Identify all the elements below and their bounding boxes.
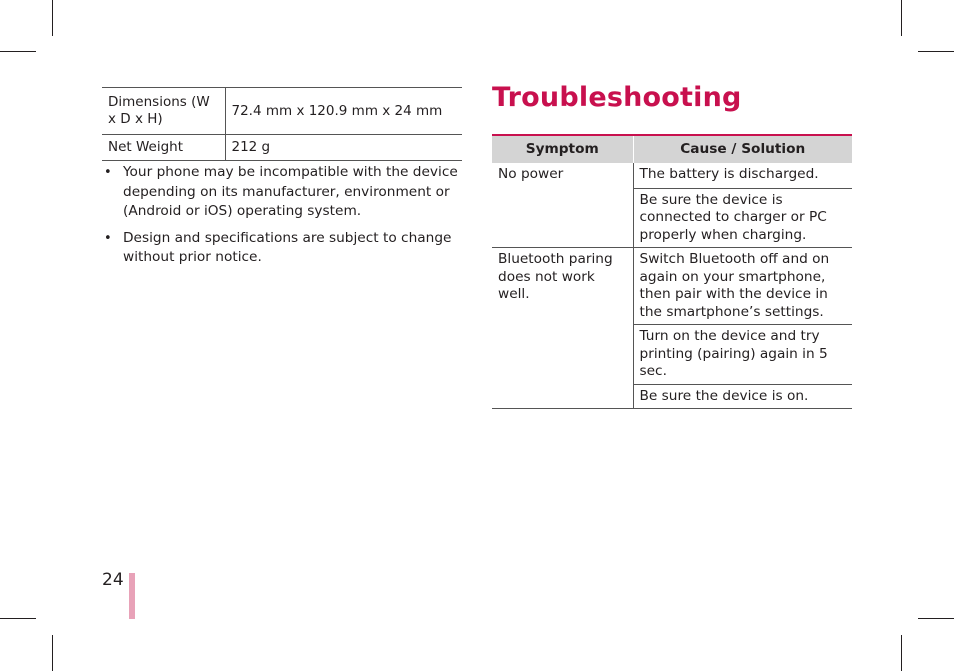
bullet-icon: • [104, 230, 112, 246]
bullet-icon: • [104, 165, 112, 180]
crop-mark [0, 51, 36, 52]
crop-mark [918, 618, 954, 619]
crop-mark [52, 635, 53, 671]
spec-row [102, 135, 462, 161]
solution-cell: Switch Bluetooth off and on again on your smartphone, then pair with the device in the smartphone’s settings. [633, 248, 852, 325]
crop-mark [901, 0, 902, 36]
solution-cell: Be sure the device is on. [633, 384, 852, 409]
symptom-cell: Bluetooth paring does not work well. [492, 248, 633, 409]
symptom-cell: No power [492, 163, 633, 248]
note-text: Your phone may be incompatible with the device depending on its manufacturer, environment or (Android or iOS) operating system. [123, 164, 458, 219]
header-symptom: Symptom [492, 135, 633, 163]
note-item [104, 163, 464, 222]
table-row [492, 248, 852, 325]
solution-cell: Be sure the device is connected to charger or PC properly when charging. [633, 188, 852, 248]
note-text: Design and specifications are subject to change without prior notice. [123, 229, 452, 265]
spec-label: Net Weight [102, 135, 225, 161]
table-row [492, 163, 852, 188]
crop-mark [918, 51, 954, 52]
spec-value: 72.4 mm x 120.9 mm x 24 mm [231, 102, 443, 119]
spec-table [102, 87, 462, 161]
solution-cell: Turn on the device and try printing (pairing) again in 5 sec. [633, 325, 852, 385]
header-cause: Cause / Solution [633, 135, 852, 163]
crop-mark [901, 635, 902, 671]
solution-cell: The battery is discharged. [633, 163, 852, 188]
spec-label: Dimensions (W x D x H) [102, 88, 225, 135]
page-marker-bar [129, 573, 135, 619]
crop-mark [0, 618, 36, 619]
table-header-row [492, 135, 852, 163]
spec-row [102, 88, 462, 135]
section-title: Troubleshooting [492, 82, 742, 113]
page-number: 24 [102, 570, 124, 590]
notes-list [104, 163, 464, 275]
crop-mark [52, 0, 53, 36]
note-item [104, 229, 464, 268]
troubleshooting-table [492, 134, 852, 409]
spec-value: 212 g [231, 139, 271, 155]
